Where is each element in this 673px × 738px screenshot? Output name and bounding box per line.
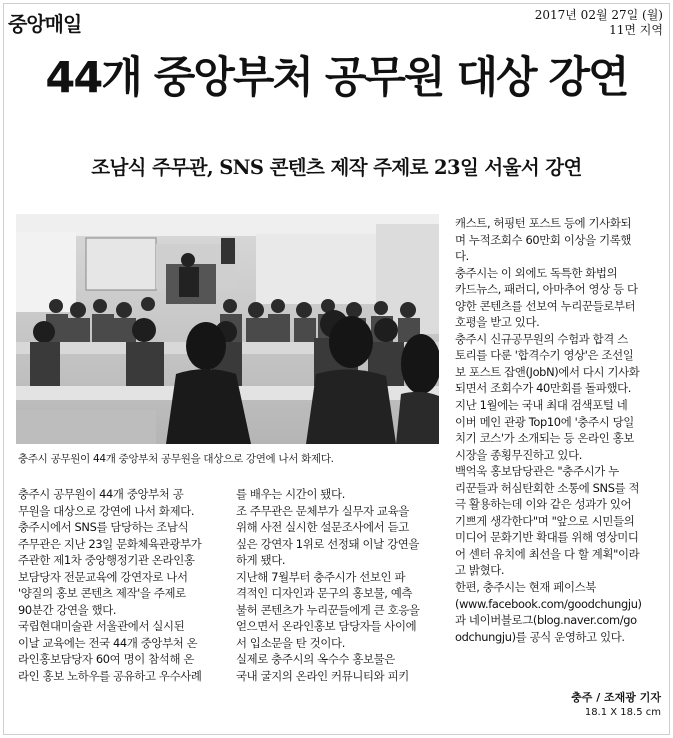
body-line: 시장을 종횡무진하고 있다. [455, 447, 582, 462]
body-line: 조 주무관은 문체부가 실무자 교육을 [236, 503, 409, 518]
body-line: 과 네이버블로그(blog.naver.com/go [455, 613, 637, 628]
body-line: 며 누적조회수 60만회 이상을 기록했 [455, 232, 632, 247]
body-line: 얻으면서 온라인홍보 담당자들 사이에 [236, 619, 417, 634]
body-column-right [455, 215, 665, 645]
date-info [535, 8, 663, 38]
body-line: 불허 콘텐츠가 누리꾼들에게 큰 호응을 [236, 602, 420, 617]
body-line: 충주시는 이 외에도 독특한 화법의 [455, 265, 618, 280]
body-line: 지난해 7월부터 충주시가 선보인 파 [236, 569, 406, 584]
body-line: 다. [455, 249, 469, 264]
lecture-photo-illustration [16, 214, 439, 444]
body-line: 주관한 제1차 중앙행정기관 온라인홍 [18, 553, 195, 568]
body-line: 격적인 디자인과 문구의 홍보물, 예측 [236, 586, 413, 601]
body-line: 기쁘게 생각한다"며 "앞으로 시민들의 [455, 513, 635, 528]
body-line: odchungju)를 공식 운영하고 있다. [455, 629, 625, 644]
body-line: 한편, 충주시는 현재 페이스북 [455, 580, 596, 595]
newspaper-name: 중앙매일 [8, 12, 82, 36]
body-line: 무원을 대상으로 강연에 나서 화제다. [18, 503, 195, 518]
body-line: 90분간 강연을 했다. [18, 602, 117, 617]
body-line: 주무관은 지난 23일 문화체육관광부가 [18, 536, 202, 551]
body-column-left [18, 486, 228, 685]
body-line: 미디어 문화기반 확대를 위해 영상미디 [455, 530, 639, 545]
body-line: 양한 콘텐츠를 선보여 누리꾼들로부터 [455, 298, 636, 313]
body-line: 충주시에서 SNS를 담당하는 조남식 [18, 520, 189, 535]
body-line: (www.facebook.com/goodchungju) [455, 596, 642, 611]
body-line: 이버 메인 관광 Top10에 '충주시 당일 [455, 414, 634, 429]
body-line: 리꾼들과 허심탄회한 소통에 SNS를 적 [455, 480, 640, 495]
body-line: 실제로 충주시의 옥수수 홍보물은 [236, 652, 395, 667]
lecture-photo [16, 214, 439, 444]
publication-date: 2017년 02월 27일 (월) [534, 8, 663, 22]
body-line: 지난 1월에는 국내 최대 검색포털 네 [455, 398, 628, 413]
body-line: 고 밝혔다. [455, 563, 505, 578]
body-line: 호평을 받고 있다. [455, 315, 540, 330]
subheadline: 조남식 주무관, SNS 콘텐츠 제작 주제로 23일 서울서 강연 [91, 156, 582, 179]
body-line: 라인 홍보 노하우를 공유하고 우수사례 [18, 669, 202, 684]
body-line: 극 활용하는데 이와 같은 성과가 있어 [455, 497, 632, 512]
body-line: 서 입소문을 탄 것이다. [236, 635, 345, 650]
body-column-middle [236, 486, 444, 685]
body-line: 싶은 강연자 1위로 선정돼 이날 강연을 [236, 536, 420, 551]
body-line: 국내 굴지의 온라인 커뮤니티와 피키 [236, 669, 409, 684]
body-line: 카드뉴스, 패러디, 아마추어 영상 등 다 [455, 282, 638, 297]
body-line: 충주시 공무원이 44개 중앙부처 공 [18, 487, 184, 501]
headline: 44개 중앙부처 공무원 대상 강연 [45, 53, 628, 103]
body-line: 치기 코스'가 소개되는 등 온라인 홍보 [455, 431, 634, 446]
body-line: 백억욱 홍보담당관은 "충주시가 누 [455, 464, 619, 479]
body-line: 이날 교육에는 전국 44개 중앙부처 온 [18, 635, 198, 650]
body-line: 충주시 신규공무원의 수험과 합격 스 [455, 331, 628, 346]
clipping-size: 18.1 X 18.5 cm [584, 707, 661, 718]
page-info: 11면 지역 [609, 23, 663, 37]
body-line: 되면서 조회수가 40만회를 돌파했다. [455, 381, 632, 396]
body-line: 어 센터 유치에 최선을 다 할 계획"이라 [455, 546, 640, 561]
photo-caption: 충주시 공무원이 44개 중앙부처 공무원을 대상으로 강연에 나서 화제다. [18, 453, 334, 465]
body-line: 라인홍보담당자 60여 명이 참석해 온 [18, 652, 195, 667]
body-line: 위해 사전 실시한 설문조사에서 듣고 [236, 520, 409, 535]
body-line: 보담당자 전문교육에 강연자로 나서 [18, 569, 188, 584]
byline: 충주 / 조재광 기자 [571, 691, 661, 704]
body-line: 보 포스트 잡앤(JobN)에서 다시 기사화 [455, 364, 640, 379]
body-line: 를 배우는 시간이 됐다. [236, 487, 345, 501]
body-line: 국립현대미술관 서울관에서 실시된 [18, 619, 185, 634]
body-line: 하게 됐다. [236, 553, 286, 568]
body-line: 캐스트, 허핑턴 포스트 등에 기사화되 [455, 216, 632, 230]
body-line: '양질의 홍보 콘텐츠 제작'을 주제로 [18, 586, 186, 601]
body-line: 토리를 다룬 '합격수기 영상'은 조선일 [455, 348, 634, 363]
